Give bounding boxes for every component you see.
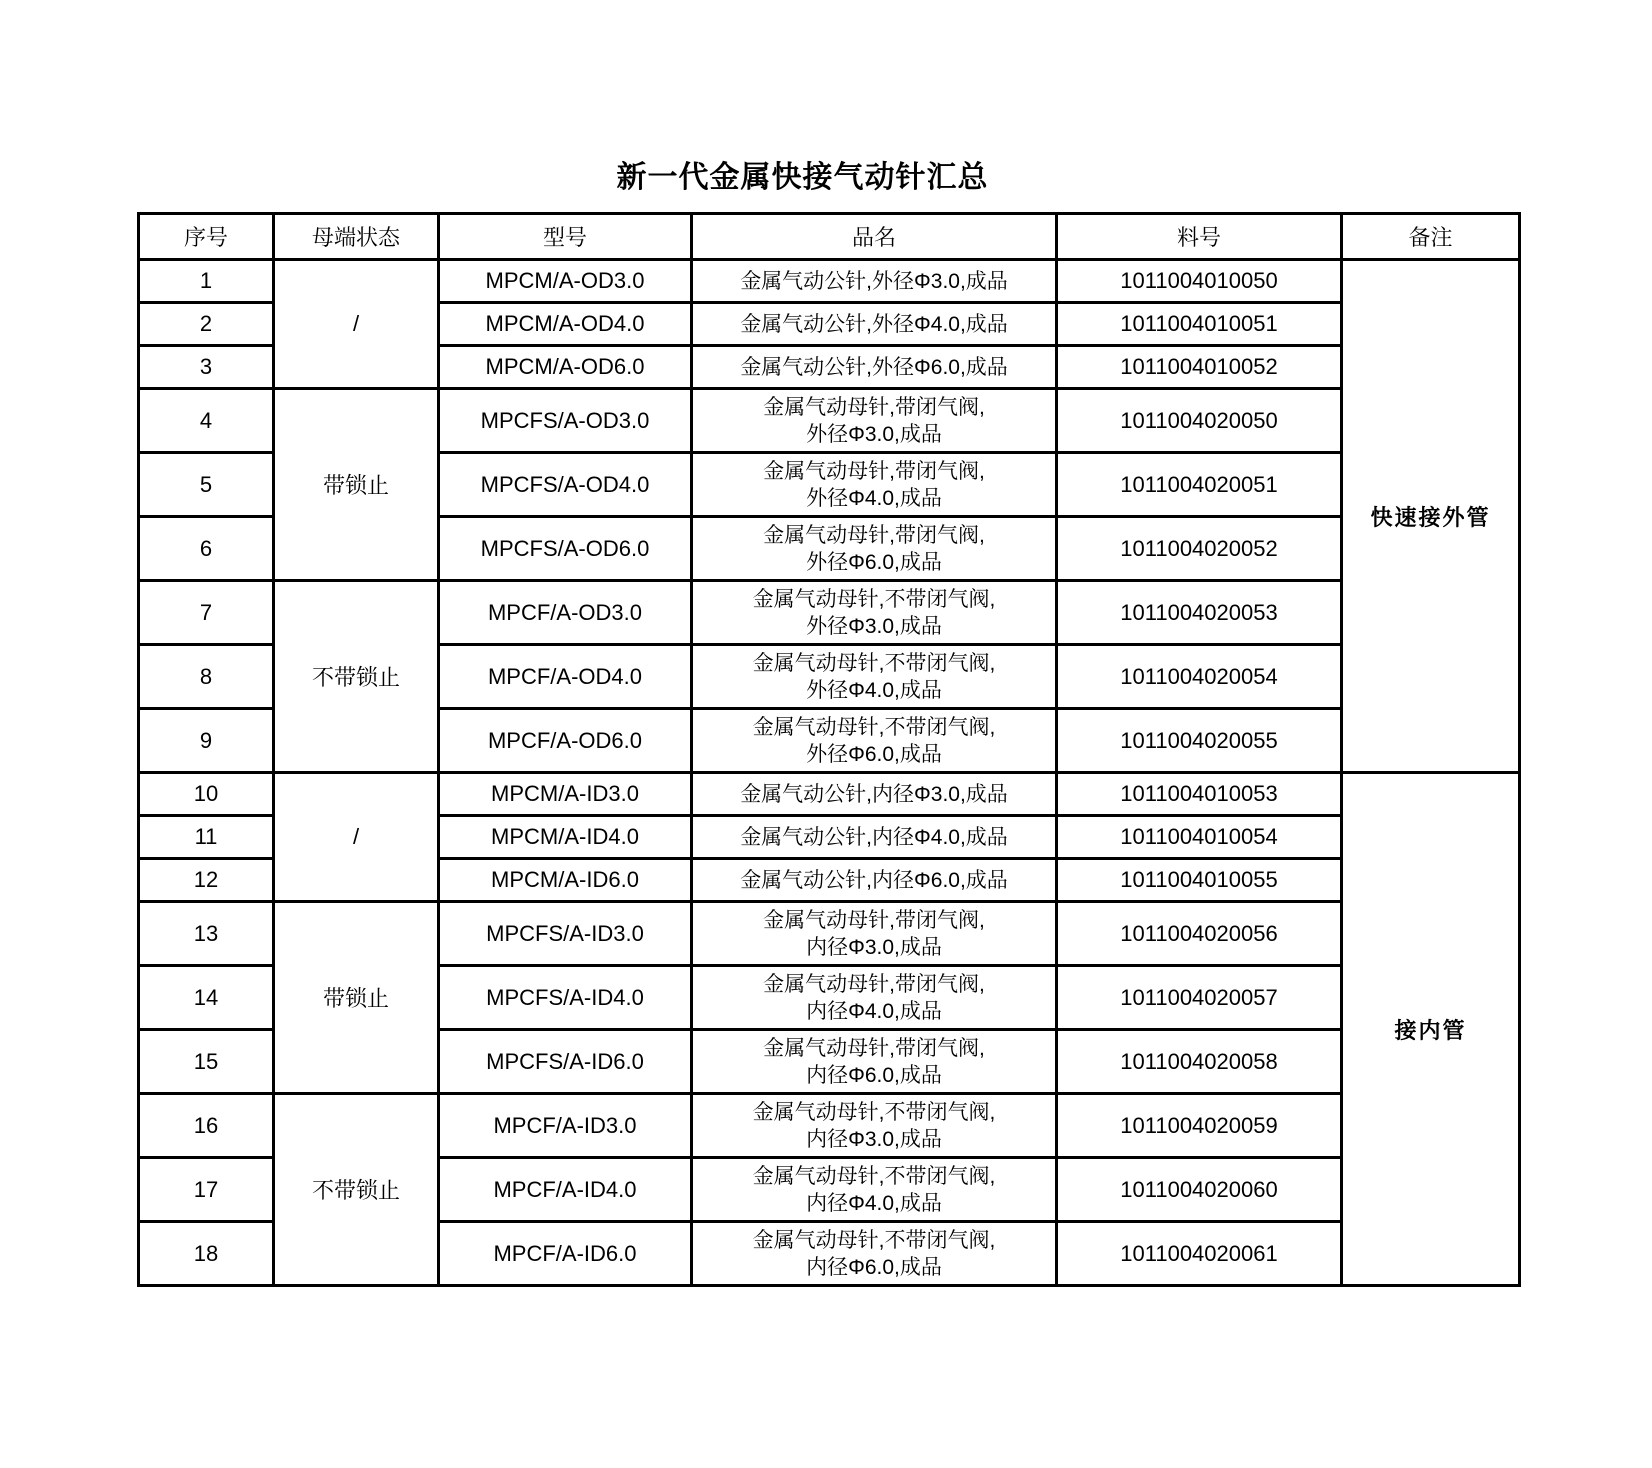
row-index-cell: 15 <box>139 1030 274 1094</box>
status-cell: / <box>274 773 439 902</box>
part-number-cell: 1011004020058 <box>1057 1030 1342 1094</box>
product-name-cell: 金属气动母针,不带闭气阀, 内径Φ3.0,成品 <box>692 1094 1057 1158</box>
col-header-remark: 备注 <box>1342 214 1520 260</box>
part-number-cell: 1011004020051 <box>1057 453 1342 517</box>
product-name-cell: 金属气动公针,内径Φ4.0,成品 <box>692 816 1057 859</box>
status-cell: 不带锁止 <box>274 581 439 773</box>
part-number-cell: 1011004010055 <box>1057 859 1342 902</box>
product-name-cell: 金属气动母针,不带闭气阀, 外径Φ3.0,成品 <box>692 581 1057 645</box>
status-cell: 不带锁止 <box>274 1094 439 1286</box>
row-index-cell: 9 <box>139 709 274 773</box>
model-cell: MPCFS/A-OD6.0 <box>439 517 692 581</box>
model-cell: MPCFS/A-ID4.0 <box>439 966 692 1030</box>
model-cell: MPCF/A-ID6.0 <box>439 1222 692 1286</box>
model-cell: MPCF/A-OD4.0 <box>439 645 692 709</box>
row-index-cell: 3 <box>139 346 274 389</box>
col-header-model: 型号 <box>439 214 692 260</box>
product-name-cell: 金属气动母针,带闭气阀, 外径Φ4.0,成品 <box>692 453 1057 517</box>
table-row <box>139 1094 1520 1158</box>
part-number-cell: 1011004010052 <box>1057 346 1342 389</box>
part-number-cell: 1011004020057 <box>1057 966 1342 1030</box>
product-name-cell: 金属气动公针,内径Φ3.0,成品 <box>692 773 1057 816</box>
row-index-cell: 4 <box>139 389 274 453</box>
model-cell: MPCM/A-ID3.0 <box>439 773 692 816</box>
parts-summary-table <box>137 212 1521 1287</box>
col-header-index: 序号 <box>139 214 274 260</box>
model-cell: MPCF/A-OD6.0 <box>439 709 692 773</box>
header-row <box>139 214 1520 260</box>
row-index-cell: 1 <box>139 260 274 303</box>
row-index-cell: 10 <box>139 773 274 816</box>
remark-cell: 接内管 <box>1342 773 1520 1286</box>
status-cell: 带锁止 <box>274 902 439 1094</box>
model-cell: MPCF/A-ID4.0 <box>439 1158 692 1222</box>
col-header-part-number: 料号 <box>1057 214 1342 260</box>
model-cell: MPCF/A-ID3.0 <box>439 1094 692 1158</box>
product-name-cell: 金属气动母针,不带闭气阀, 内径Φ4.0,成品 <box>692 1158 1057 1222</box>
table-row <box>139 389 1520 453</box>
row-index-cell: 2 <box>139 303 274 346</box>
row-index-cell: 13 <box>139 902 274 966</box>
row-index-cell: 17 <box>139 1158 274 1222</box>
row-index-cell: 8 <box>139 645 274 709</box>
status-cell: 带锁止 <box>274 389 439 581</box>
part-number-cell: 1011004020060 <box>1057 1158 1342 1222</box>
model-cell: MPCFS/A-ID3.0 <box>439 902 692 966</box>
product-name-cell: 金属气动母针,不带闭气阀, 内径Φ6.0,成品 <box>692 1222 1057 1286</box>
model-cell: MPCFS/A-ID6.0 <box>439 1030 692 1094</box>
table-row <box>139 581 1520 645</box>
model-cell: MPCM/A-ID6.0 <box>439 859 692 902</box>
table-row <box>139 260 1520 303</box>
model-cell: MPCF/A-OD3.0 <box>439 581 692 645</box>
row-index-cell: 7 <box>139 581 274 645</box>
model-cell: MPCM/A-OD4.0 <box>439 303 692 346</box>
part-number-cell: 1011004020052 <box>1057 517 1342 581</box>
part-number-cell: 1011004010053 <box>1057 773 1342 816</box>
model-cell: MPCFS/A-OD4.0 <box>439 453 692 517</box>
row-index-cell: 12 <box>139 859 274 902</box>
col-header-status: 母端状态 <box>274 214 439 260</box>
table-row <box>139 773 1520 816</box>
product-name-cell: 金属气动公针,外径Φ4.0,成品 <box>692 303 1057 346</box>
table-row <box>139 902 1520 966</box>
part-number-cell: 1011004020056 <box>1057 902 1342 966</box>
row-index-cell: 18 <box>139 1222 274 1286</box>
part-number-cell: 1011004020050 <box>1057 389 1342 453</box>
part-number-cell: 1011004010054 <box>1057 816 1342 859</box>
row-index-cell: 16 <box>139 1094 274 1158</box>
part-number-cell: 1011004020053 <box>1057 581 1342 645</box>
status-cell: / <box>274 260 439 389</box>
model-cell: MPCM/A-ID4.0 <box>439 816 692 859</box>
part-number-cell: 1011004020054 <box>1057 645 1342 709</box>
product-name-cell: 金属气动公针,内径Φ6.0,成品 <box>692 859 1057 902</box>
product-name-cell: 金属气动公针,外径Φ6.0,成品 <box>692 346 1057 389</box>
table-body <box>139 260 1520 1286</box>
part-number-cell: 1011004020059 <box>1057 1094 1342 1158</box>
product-name-cell: 金属气动母针,带闭气阀, 内径Φ6.0,成品 <box>692 1030 1057 1094</box>
model-cell: MPCFS/A-OD3.0 <box>439 389 692 453</box>
remark-cell: 快速接外管 <box>1342 260 1520 773</box>
row-index-cell: 14 <box>139 966 274 1030</box>
part-number-cell: 1011004020055 <box>1057 709 1342 773</box>
row-index-cell: 11 <box>139 816 274 859</box>
product-name-cell: 金属气动母针,带闭气阀, 外径Φ3.0,成品 <box>692 389 1057 453</box>
product-name-cell: 金属气动母针,带闭气阀, 内径Φ4.0,成品 <box>692 966 1057 1030</box>
col-header-product-name: 品名 <box>692 214 1057 260</box>
model-cell: MPCM/A-OD6.0 <box>439 346 692 389</box>
product-name-cell: 金属气动母针,带闭气阀, 外径Φ6.0,成品 <box>692 517 1057 581</box>
product-name-cell: 金属气动母针,带闭气阀, 内径Φ3.0,成品 <box>692 902 1057 966</box>
part-number-cell: 1011004020061 <box>1057 1222 1342 1286</box>
page-title: 新一代金属快接气动针汇总 <box>616 161 989 194</box>
product-name-cell: 金属气动母针,不带闭气阀, 外径Φ6.0,成品 <box>692 709 1057 773</box>
part-number-cell: 1011004010051 <box>1057 303 1342 346</box>
row-index-cell: 6 <box>139 517 274 581</box>
product-name-cell: 金属气动公针,外径Φ3.0,成品 <box>692 260 1057 303</box>
part-number-cell: 1011004010050 <box>1057 260 1342 303</box>
model-cell: MPCM/A-OD3.0 <box>439 260 692 303</box>
row-index-cell: 5 <box>139 453 274 517</box>
product-name-cell: 金属气动母针,不带闭气阀, 外径Φ4.0,成品 <box>692 645 1057 709</box>
